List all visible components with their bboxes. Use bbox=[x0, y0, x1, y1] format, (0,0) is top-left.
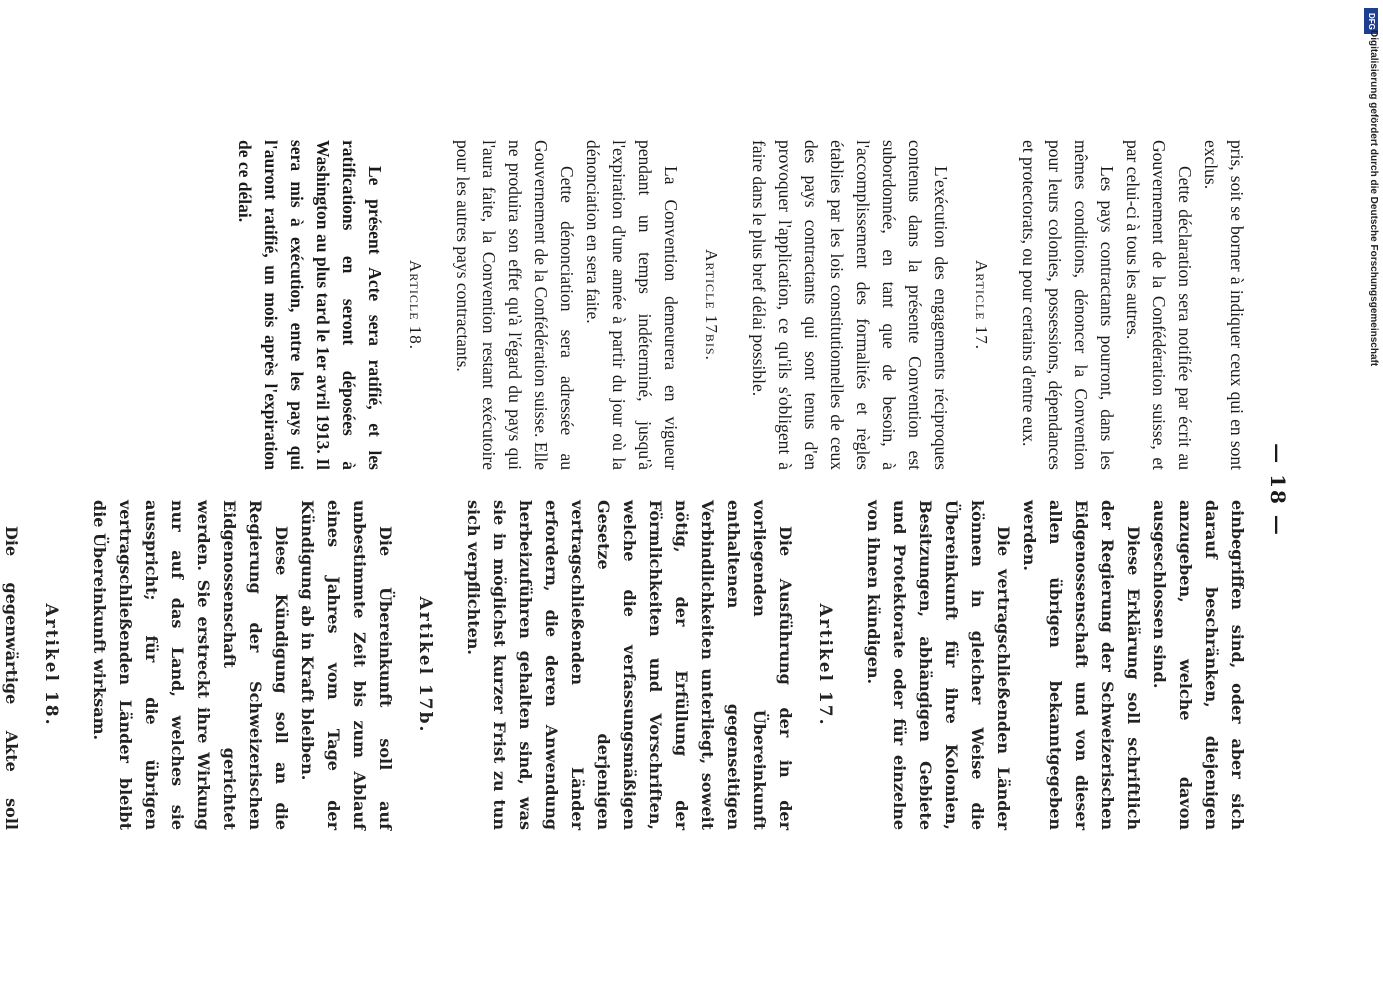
french-paragraph: Cette déclaration sera notifiée par écrit au Gouvernement de la Confédération suisse, et par celui-ci à tous les autres. bbox=[1123, 140, 1195, 470]
german-article-heading: Artikel 17. bbox=[815, 603, 835, 727]
german-paragraph: Die Ausführung der in der vorliegenden Übereinkunft enthaltenen gegenseitigen Verbindlichkeiten unterliegt, soweit nötig, der Erfüllung der Förmlichkeiten und Vorschriften, welche die verfassungsmäßigen Gesetze derjenigen vertragschließenden Länder erfordern, die deren Anwendung herbeizuführen gehalten sind, was sie in möglichst kurzer Frist zu tun sich verpflichten. bbox=[464, 500, 795, 830]
dfg-logo: DFG bbox=[1364, 8, 1378, 34]
german-paragraph: Die Übereinkunft soll auf unbestimmte Zeit bis zum Ablauf eines Jahres vom Tage der Kündigung ab in Kraft bleiben. bbox=[298, 500, 395, 830]
german-article-heading: Artikel 18. bbox=[41, 603, 61, 727]
german-column bbox=[0, 500, 1250, 830]
french-article-heading: Article 18. bbox=[406, 259, 425, 351]
rotated-page-area bbox=[2, 140, 1290, 840]
page-number: — 18 — bbox=[1266, 443, 1290, 537]
french-column bbox=[232, 140, 1250, 470]
digitization-credit: Digitalisierung gefördert durch die Deutsche Forschungsgemeinschaft bbox=[1368, 30, 1379, 367]
french-paragraph: Cette dénonciation sera adressée au Gouvernement de la Confédération suisse. Elle ne produira son effet qu'à l'égard du pays qui l'aura faite, la Convention restant exécutoire pour les autres pays contractants. bbox=[453, 140, 577, 470]
french-paragraph: pris, soit se borner à indiquer ceux qui en sont exclus. bbox=[1201, 140, 1247, 470]
german-paragraph: Die vertragschließenden Länder können in gleicher Weise die Übereinkunft für ihre Kolonien, Besitzungen, abhängigen Gebiete und Protektorate oder für einzelne von ihnen kündigen. bbox=[864, 500, 1013, 830]
german-article-heading: Artikel 17b. bbox=[415, 596, 435, 734]
french-paragraph: La Convention demeurera en vigueur pendant un temps indéterminé, jusqu'à l'expiration d'une année à partir du jour où la dénonciation en sera faite. bbox=[583, 140, 681, 470]
french-article-heading: Article 17bis. bbox=[702, 249, 721, 361]
french-paragraph: Le présent Acte sera ratifié, et les ratifications en seront déposées à Washington au plus tard le 1er avril 1913. Il sera mis à exécution, entre les pays qui l'auront ratifié, un mois après l'expiration de ce délai. bbox=[235, 140, 385, 470]
page-sheet bbox=[2, 140, 1290, 840]
french-paragraph: L'exécution des engagements réciproques contenus dans la présente Convention est subordonnée, en tant que de besoin, à l'accomplissement des formalités et règles établies par les lois constitutionnelles de ceux des pays contractants qui sont tenus d'en provoquer l'application, ce qu'ils s'obligent à faire dans le plus bref délai possible. bbox=[749, 140, 951, 470]
german-paragraph: Diese Erklärung soll schriftlich der Regierung der Schweizerischen Eidgenossenschaft und von dieser allen übrigen bekanntgegeben werden. bbox=[1020, 500, 1143, 830]
french-paragraph: Les pays contractants pourront, dans les mêmes conditions, dénoncer la Convention pour leurs colonies, possessions, dépendances et protectorats, ou pour certains d'entre eux. bbox=[1019, 140, 1117, 470]
german-paragraph: einbegriffen sind, oder aber sich darauf beschränken, diejenigen anzugeben, welche davon ausgeschlossen sind. bbox=[1150, 500, 1247, 830]
german-paragraph: Diese Kündigung soll an die Regierung der Schweizerischen Eidgenossenschaft gerichtet werden. Sie erstreckt ihre Wirkung nur auf das Land, welches sie ausspricht; für die übrigen vertragschließenden Länder bleibt die Übereinkunft wirksam. bbox=[90, 500, 291, 830]
german-paragraph: Die gegenwärtige Akte soll bbox=[2, 526, 21, 830]
french-article-heading: Article 17. bbox=[972, 259, 991, 351]
